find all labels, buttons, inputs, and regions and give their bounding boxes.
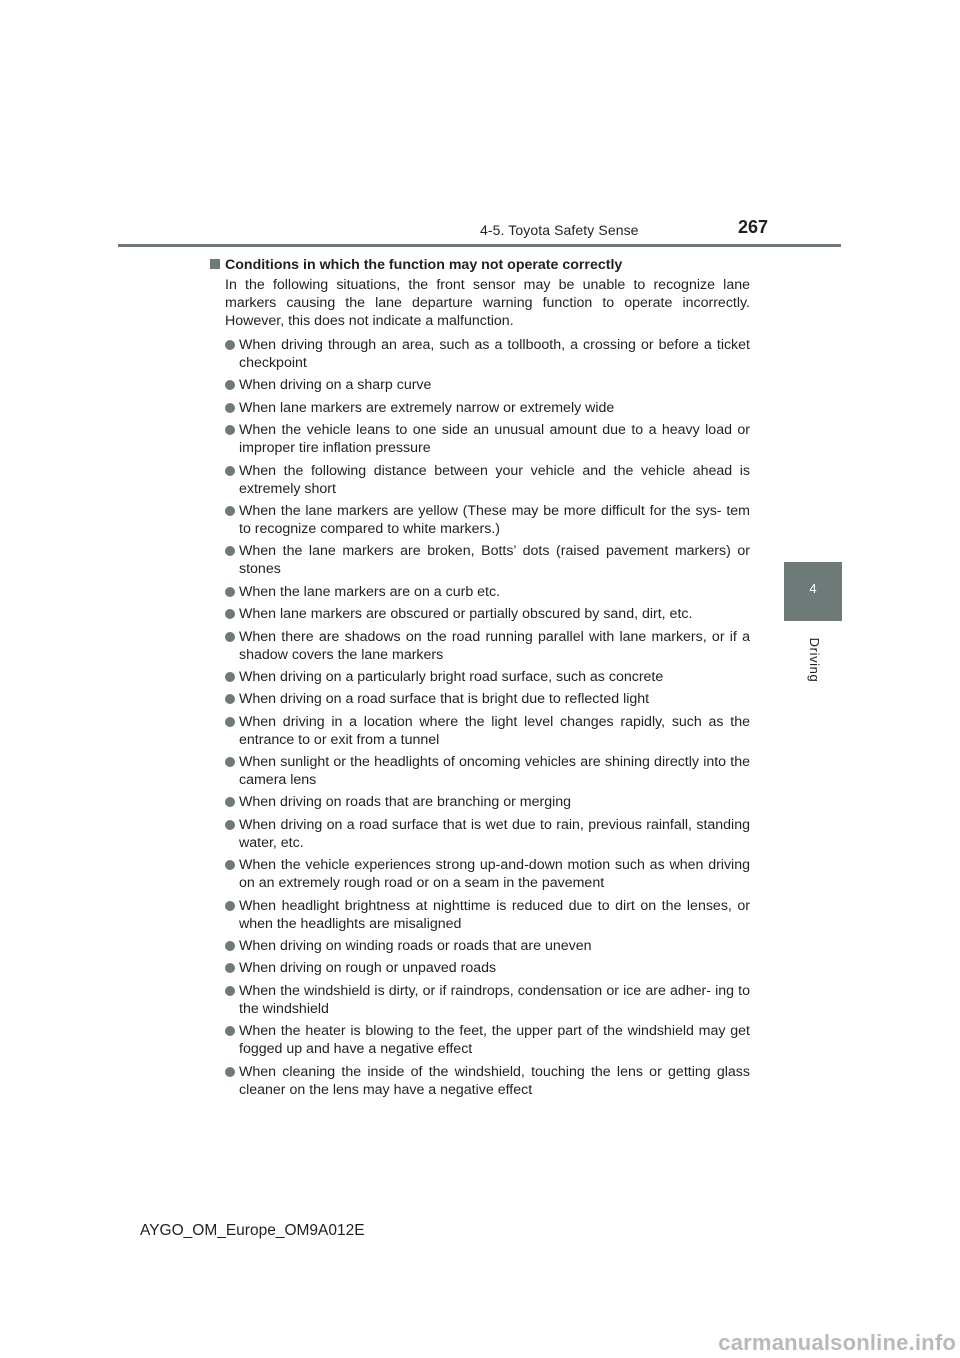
list-item-text: When the vehicle experiences strong up-and-down motion such as when driving on an extremely rough road or on a seam in the pavement [239,857,750,892]
list-item-text: When driving on a particularly bright road surface, such as concrete [239,668,664,685]
list-item-text: When lane markers are extremely narrow or extremely wide [239,399,615,416]
list-item [225,959,750,977]
list-item-text: When the lane markers are broken, Botts’ dots (raised pavement markers) or stones [239,543,750,578]
list-item [225,1063,750,1099]
list-item [225,399,750,417]
circle-bullet-icon [225,1026,235,1036]
list-item-text: When driving on a road surface that is wet due to rain, previous rainfall, standing water, etc. [239,816,750,851]
list-item [225,982,750,1018]
list-item-text: When the lane markers are on a curb etc. [239,583,501,600]
section-intro: In the following situations, the front sensor may be unable to recognize lane markers causing the lane departure warning function to operate incorrectly. However, this does not indicate a malfunction. [225,277,750,329]
circle-bullet-icon [225,632,235,642]
circle-bullet-icon [225,963,235,973]
watermark: carmanualsonline.info [718,1330,956,1355]
list-item [225,793,750,811]
list-item-text: When driving on winding roads or roads that are uneven [239,938,592,955]
circle-bullet-icon [225,797,235,807]
circle-bullet-icon [225,860,235,870]
list-item [225,713,750,749]
list-item [225,605,750,623]
list-item-text: When driving in a location where the light level changes rapidly, such as the entrance to or exit from a tunnel [239,713,750,748]
chapter-tab [784,562,842,621]
list-item [225,856,750,892]
list-item-text: When the windshield is dirty, or if raindrops, condensation or ice are adher- ing to the windshield [239,982,750,1017]
circle-bullet-icon [225,694,235,704]
list-item [225,336,750,372]
circle-bullet-icon [225,403,235,413]
list-item [225,542,750,578]
section-heading-text: Conditions in which the function may not operate correctly [225,257,623,273]
circle-bullet-icon [225,506,235,516]
list-item-text: When sunlight or the headlights of oncoming vehicles are shining directly into the camera lens [239,754,750,789]
document-code: AYGO_OM_Europe_OM9A012E [140,1222,365,1239]
list-item-text: When the lane markers are yellow (These may be more difficult for the sys- tem to recognize compared to white markers.) [239,502,750,537]
circle-bullet-icon [225,340,235,350]
circle-bullet-icon [225,609,235,619]
list-item-text: When the heater is blowing to the feet, the upper part of the windshield may get fogged up and have a negative effect [239,1023,750,1058]
list-item [225,816,750,852]
list-item [225,690,750,708]
section-heading [210,256,750,274]
page-number: 267 [738,217,769,237]
circle-bullet-icon [225,986,235,996]
circle-bullet-icon [225,941,235,951]
list-item-text: When driving on rough or unpaved roads [239,960,497,977]
circle-bullet-icon [225,820,235,830]
list-item [225,421,750,457]
circle-bullet-icon [225,380,235,390]
circle-bullet-icon [225,672,235,682]
list-item-text: When driving on roads that are branching or merging [239,794,572,811]
list-item-text: When driving on a sharp curve [239,377,432,394]
list-item [225,376,750,394]
list-item-text: When there are shadows on the road running parallel with lane markers, or if a shadow covers the lane markers [239,628,750,663]
list-item-text: When the vehicle leans to one side an unusual amount due to a heavy load or improper tire inflation pressure [239,422,750,457]
circle-bullet-icon [225,1067,235,1077]
circle-bullet-icon [225,717,235,727]
conditions-list [225,336,750,1099]
list-item [225,628,750,664]
chapter-label: Driving [807,637,822,683]
list-item-text: When driving on a road surface that is bright due to reflected light [239,691,650,708]
list-item-text: When the following distance between your vehicle and the vehicle ahead is extremely short [239,462,750,497]
list-item [225,1022,750,1058]
list-item [225,897,750,933]
circle-bullet-icon [225,587,235,597]
list-item [225,937,750,955]
list-item [225,753,750,789]
header-section-title: 4-5. Toyota Safety Sense [480,222,639,238]
list-item-text: When cleaning the inside of the windshield, touching the lens or getting glass cleaner on the lens may have a negative effect [239,1063,750,1098]
list-item [225,583,750,601]
circle-bullet-icon [225,901,235,911]
circle-bullet-icon [225,757,235,767]
list-item-text: When lane markers are obscured or partially obscured by sand, dirt, etc. [239,606,693,623]
square-bullet-icon [210,259,220,269]
list-item [225,502,750,538]
list-item [225,668,750,686]
header-divider [118,244,841,247]
circle-bullet-icon [225,546,235,556]
list-item [225,462,750,498]
circle-bullet-icon [225,425,235,435]
list-item-text: When headlight brightness at nighttime is reduced due to dirt on the lenses, or when the headlights are misaligned [239,897,750,932]
chapter-number: 4 [809,581,817,596]
list-item-text: When driving through an area, such as a tollbooth, a crossing or before a ticket checkpoint [239,337,750,371]
main-content [210,256,750,1103]
circle-bullet-icon [225,466,235,476]
